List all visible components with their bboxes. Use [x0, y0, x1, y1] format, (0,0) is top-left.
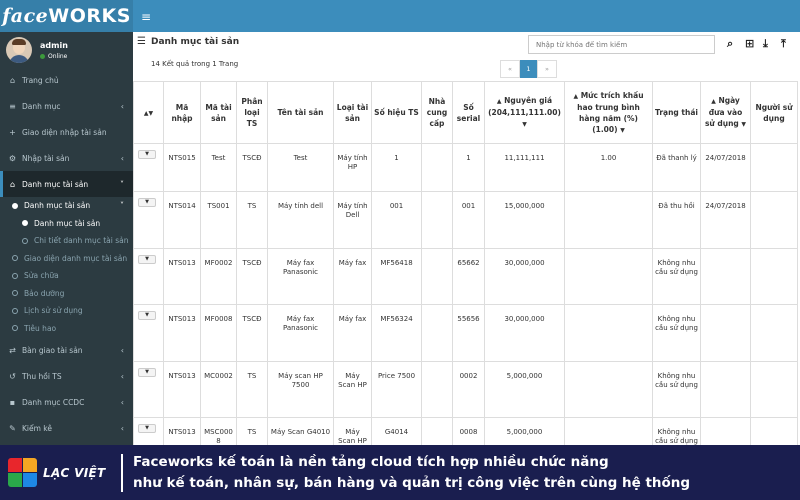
lac-viet-mark-icon — [8, 458, 38, 488]
sidebar-item-label: Giao diện nhập tài sản — [22, 127, 107, 137]
app-logo[interactable] — [0, 0, 133, 32]
row-dropdown-button[interactable]: ▼ — [138, 368, 156, 377]
gear-icon: ⚙ — [8, 153, 17, 163]
row-action-cell — [134, 248, 164, 305]
cell-so-serial: 0008 — [453, 418, 485, 446]
cell-ngay-dua — [701, 305, 751, 362]
submenu-item-asset-catalog-ui[interactable]: Giao diện danh mục tài sản — [0, 250, 133, 268]
row-action-cell — [134, 361, 164, 418]
cell-ngay-dua — [701, 361, 751, 418]
cell-ma-tai-san: Test — [201, 144, 237, 192]
sidebar-item-label: Danh mục tài sản — [22, 179, 89, 189]
handover-icon: ⇄ — [9, 345, 16, 355]
home-icon: ⌂ — [9, 75, 16, 85]
sidebar-item-home[interactable] — [0, 67, 133, 93]
sidebar-item-label: Danh mục — [22, 101, 61, 111]
download-icon[interactable]: ⤓ — [763, 37, 768, 50]
cell-ngay-dua — [701, 248, 751, 305]
cell-ma-nhap: NTS015 — [164, 144, 201, 192]
sidebar-item-label: Bàn giao tài sản — [22, 345, 83, 355]
chevron-left-icon: ‹ — [120, 153, 124, 163]
circle-icon — [12, 325, 18, 331]
col-header-loai-tai-san[interactable]: Loại tài sản — [334, 82, 372, 144]
row-dropdown-button[interactable]: ▼ — [138, 255, 156, 264]
cell-muc-trich — [565, 418, 653, 446]
cell-ma-nhap: NTS014 — [164, 192, 201, 249]
cell-so-hieu: 1 — [372, 144, 422, 192]
cell-nguoi-su-dung — [751, 248, 798, 305]
row-action-cell — [134, 418, 164, 446]
online-dot-icon — [40, 54, 45, 59]
tools-icon: ▪ — [9, 397, 16, 407]
top-navbar — [133, 0, 800, 32]
cell-nguyen-gia: 30,000,000 — [485, 305, 565, 362]
col-header-nguyen-gia[interactable]: ▲ Nguyên giá (204,111,111.00) ▼ — [485, 82, 565, 144]
sidebar-item-label: Nhập tài sản — [22, 153, 70, 163]
cell-nha-cung-cap — [422, 361, 453, 418]
table-row[interactable] — [134, 144, 798, 192]
col-header-phan-loai[interactable]: Phân loại TS — [237, 82, 268, 144]
recall-icon: ↺ — [9, 371, 16, 381]
col-header-nguoi-su-dung[interactable]: Người sử dụng — [751, 82, 798, 144]
cell-muc-trich — [565, 305, 653, 362]
cell-loai-tai-san: Máy fax — [334, 305, 372, 362]
cell-ngay-dua: 24/07/2018 — [701, 192, 751, 249]
cell-so-serial: 001 — [453, 192, 485, 249]
cell-nguoi-su-dung — [751, 418, 798, 446]
cell-ten-tai-san: Máy fax Panasonic — [268, 305, 334, 362]
search-icon[interactable]: ⌕ — [727, 37, 734, 50]
col-header-ten-tai-san[interactable]: Tên tài sản — [268, 82, 334, 144]
cell-muc-trich — [565, 361, 653, 418]
row-dropdown-button[interactable]: ▼ — [138, 424, 156, 433]
cell-phan-loai: TSCĐ — [237, 305, 268, 362]
cell-ten-tai-san: Máy tính dell — [268, 192, 334, 249]
circle-icon — [12, 308, 18, 314]
cell-so-serial: 0002 — [453, 361, 485, 418]
cell-trang-thai: Không nhu cầu sử dụng — [653, 361, 701, 418]
chevron-left-icon: ‹ — [120, 371, 124, 381]
cell-trang-thai: Không nhu cầu sử dụng — [653, 305, 701, 362]
banner-line-1: Faceworks kế toán là nền tảng cloud tích hợp nhiều chức năng — [133, 454, 609, 470]
cell-ma-nhap: NTS013 — [164, 361, 201, 418]
cell-nha-cung-cap — [422, 418, 453, 446]
upload-icon[interactable]: ⤒ — [781, 37, 786, 50]
submenu-item-consumption[interactable]: Tiêu hao — [0, 320, 133, 338]
cell-nguyen-gia: 5,000,000 — [485, 418, 565, 446]
col-header-nha-cung-cap[interactable]: Nhà cung cấp — [422, 82, 453, 144]
bank-icon: ⌂ — [9, 179, 16, 189]
cell-ma-nhap: NTS013 — [164, 418, 201, 446]
cell-nha-cung-cap — [422, 248, 453, 305]
cell-ma-tai-san: MSC0008 — [201, 418, 237, 446]
logo-works: WORKS — [48, 5, 131, 27]
pagination-page[interactable]: 1 — [520, 60, 537, 78]
cell-ngay-dua — [701, 418, 751, 446]
banner-divider — [121, 454, 123, 492]
sidebar — [0, 0, 133, 445]
banner-line-2: như kế toán, nhân sự, bán hàng và quản trị công việc trên cùng hệ thống — [133, 475, 691, 491]
table-row[interactable] — [134, 192, 798, 249]
submenu-item-maintenance[interactable]: Bảo dưỡng — [0, 285, 133, 303]
sort-up-icon: ▲ — [711, 98, 716, 105]
cell-ten-tai-san: Máy Scan G4010 — [268, 418, 334, 446]
sort-down-icon: ▼ — [522, 121, 527, 128]
cell-ten-tai-san: Test — [268, 144, 334, 192]
list-icon: ≡ — [9, 101, 16, 111]
cell-so-serial: 1 — [453, 144, 485, 192]
cell-phan-loai: TS — [237, 361, 268, 418]
row-action-cell — [134, 144, 164, 192]
sort-up-icon: ▲ — [573, 92, 579, 100]
cell-phan-loai: TSCĐ — [237, 248, 268, 305]
cell-nguoi-su-dung — [751, 192, 798, 249]
circle-icon — [22, 220, 28, 226]
cell-ma-tai-san: TS001 — [201, 192, 237, 249]
cell-ngay-dua: 24/07/2018 — [701, 144, 751, 192]
row-dropdown-button[interactable]: ▼ — [138, 198, 156, 207]
cell-ten-tai-san: Máy scan HP 7500 — [268, 361, 334, 418]
cell-so-serial: 65662 — [453, 248, 485, 305]
col-header-so-serial[interactable]: Số serial — [453, 82, 485, 144]
chevron-down-icon: ˅ — [120, 201, 124, 211]
sidebar-item-catalog[interactable] — [0, 93, 133, 119]
cell-so-hieu: MF56418 — [372, 248, 422, 305]
add-icon[interactable]: ⊞ — [745, 37, 755, 50]
cell-muc-trich — [565, 248, 653, 305]
hamburger-menu-icon[interactable]: ≡ — [141, 10, 152, 24]
promo-banner — [0, 445, 800, 500]
cell-phan-loai: TS — [237, 192, 268, 249]
avatar — [6, 37, 32, 63]
user-status: Online — [40, 53, 68, 60]
circle-icon — [12, 203, 18, 209]
cell-so-hieu: G4014 — [372, 418, 422, 446]
search-input[interactable] — [528, 35, 715, 54]
cell-ma-nhap: NTS013 — [164, 248, 201, 305]
logo-face: face — [2, 5, 49, 27]
pagination — [500, 60, 557, 78]
table-header-row — [134, 82, 798, 144]
row-action-cell — [134, 192, 164, 249]
cell-nha-cung-cap — [422, 144, 453, 192]
sidebar-item-label: Trang chủ — [22, 75, 59, 85]
cell-ma-tai-san: MF0008 — [201, 305, 237, 362]
submenu-item-repair[interactable]: Sửa chữa — [0, 267, 133, 285]
row-action-cell — [134, 305, 164, 362]
row-dropdown-button[interactable]: ▼ — [138, 150, 156, 159]
chevron-down-icon: ˅ — [120, 179, 124, 189]
lac-viet-logo — [8, 455, 112, 491]
cell-nguyen-gia: 15,000,000 — [485, 192, 565, 249]
circle-icon — [12, 255, 18, 261]
table-row[interactable] — [134, 305, 798, 362]
col-header-ngay-dua[interactable]: ▲ Ngày đưa vào sử dụng ▼ — [701, 82, 751, 144]
pagination-prev[interactable]: « — [500, 60, 520, 78]
cell-loai-tai-san: Máy Scan HP — [334, 418, 372, 446]
sidebar-item-handover[interactable] — [0, 337, 133, 363]
chevron-left-icon: ‹ — [120, 101, 124, 111]
check-icon: ✎ — [9, 423, 16, 433]
sidebar-item-tools-catalog[interactable] — [0, 389, 133, 415]
col-header-muc-trich[interactable]: ▲ Mức trích khấu hao trung bình hàng năm (%) (1.00) ▼ — [565, 82, 653, 144]
user-panel — [0, 33, 133, 67]
submenu-item-asset-catalog-list[interactable]: Danh mục tài sản — [0, 215, 133, 233]
cell-so-serial: 55656 — [453, 305, 485, 362]
lac-viet-brand: LẠC VIỆT — [43, 466, 106, 480]
plus-icon: + — [9, 127, 16, 137]
submenu-item-usage-history[interactable]: Lịch sử sử dụng — [0, 302, 133, 320]
cell-muc-trich — [565, 192, 653, 249]
cell-nha-cung-cap — [422, 305, 453, 362]
cell-trang-thai: Đã thu hồi — [653, 192, 701, 249]
sidebar-item-asset-import-ui[interactable] — [0, 119, 133, 145]
sidebar-item-asset-import[interactable] — [0, 145, 133, 171]
cell-nha-cung-cap — [422, 192, 453, 249]
chevron-left-icon: ‹ — [120, 423, 124, 433]
circle-icon — [12, 273, 18, 279]
sort-down-icon: ▼ — [741, 121, 747, 128]
result-count: 14 Kết quả trong 1 Trang — [151, 60, 239, 68]
cell-ten-tai-san: Máy fax Panasonic — [268, 248, 334, 305]
table-row[interactable] — [134, 361, 798, 418]
cell-loai-tai-san: Máy tính Dell — [334, 192, 372, 249]
circle-icon — [12, 290, 18, 296]
row-dropdown-button[interactable]: ▼ — [138, 311, 156, 320]
cell-nguoi-su-dung — [751, 361, 798, 418]
col-header-trang-thai[interactable]: Trạng thái — [653, 82, 701, 144]
cell-ma-nhap: NTS013 — [164, 305, 201, 362]
cell-phan-loai: TSCĐ — [237, 144, 268, 192]
chevron-left-icon: ‹ — [120, 397, 124, 407]
asset-table-wrapper — [133, 81, 800, 445]
sidebar-item-recall[interactable] — [0, 363, 133, 389]
submenu-item-asset-catalog[interactable]: Danh mục tài sản ˅ — [0, 197, 133, 215]
cell-so-hieu: Price 7500 — [372, 361, 422, 418]
banner-text — [133, 452, 690, 494]
submenu-asset-catalog — [0, 197, 133, 337]
main-content — [133, 32, 800, 445]
cell-nguyen-gia: 11,111,111 — [485, 144, 565, 192]
cell-ma-tai-san: MF0002 — [201, 248, 237, 305]
sidebar-item-label: Kiểm kê — [22, 423, 52, 433]
cell-trang-thai: Không nhu cầu sử dụng — [653, 248, 701, 305]
cell-loai-tai-san: Máy tính HP — [334, 144, 372, 192]
user-name: admin — [40, 40, 68, 50]
sidebar-item-inventory[interactable] — [0, 415, 133, 441]
cell-loai-tai-san: Máy Scan HP — [334, 361, 372, 418]
cell-nguyen-gia: 30,000,000 — [485, 248, 565, 305]
col-header-ma-nhap[interactable]: Mã nhập — [164, 82, 201, 144]
sort-down-icon: ▼ — [620, 126, 625, 134]
cell-ma-tai-san: MC0002 — [201, 361, 237, 418]
sidebar-item-asset-catalog[interactable] — [0, 171, 133, 197]
cell-trang-thai: Đã thanh lý — [653, 144, 701, 192]
cell-trang-thai: Không nhu cầu sử dụng — [653, 418, 701, 446]
chevron-left-icon: ‹ — [120, 345, 124, 355]
cell-so-hieu: MF56324 — [372, 305, 422, 362]
sidebar-item-label: Danh mục CCDC — [22, 397, 85, 407]
sidebar-item-label: Thu hồi TS — [22, 371, 62, 381]
cell-phan-loai: TS — [237, 418, 268, 446]
pagination-next[interactable]: » — [537, 60, 557, 78]
cell-nguyen-gia: 5,000,000 — [485, 361, 565, 418]
sort-up-icon: ▲ — [496, 98, 502, 105]
cell-muc-trich: 1.00 — [565, 144, 653, 192]
col-header-so-hieu[interactable]: Số hiệu TS — [372, 82, 422, 144]
col-header-sort[interactable]: ▲▼ — [134, 82, 164, 144]
table-row[interactable] — [134, 248, 798, 305]
cell-nguoi-su-dung — [751, 144, 798, 192]
table-row[interactable] — [134, 418, 798, 446]
submenu-item-asset-catalog-detail[interactable]: Chi tiết danh mục tài sản — [0, 232, 133, 250]
cell-so-hieu: 001 — [372, 192, 422, 249]
cell-loai-tai-san: Máy fax — [334, 248, 372, 305]
page-title: ☰ Danh mục tài sản — [137, 36, 240, 47]
circle-icon — [22, 238, 28, 244]
list-icon: ☰ — [137, 36, 146, 47]
cell-nguoi-su-dung — [751, 305, 798, 362]
col-header-ma-tai-san[interactable]: Mã tài sản — [201, 82, 237, 144]
asset-table — [133, 81, 798, 445]
